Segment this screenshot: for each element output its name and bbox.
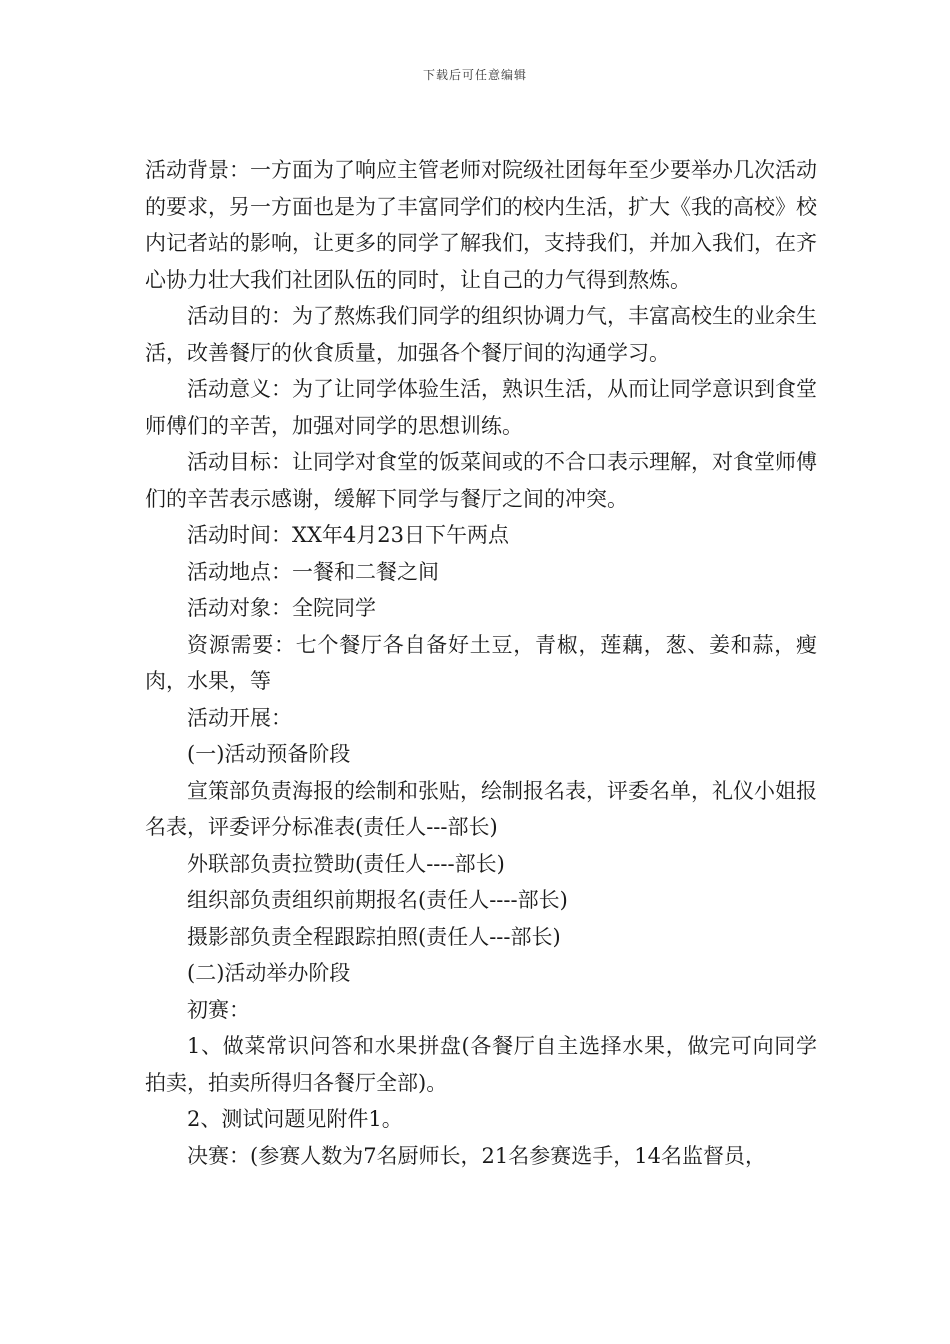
paragraph-preliminary-item-1: 1、做菜常识问答和水果拼盘(各餐厅自主选择水果，做完可向同学拍卖，拍卖所得归各餐厅全部)。 [145,1034,817,1095]
section-heading-preparation: (一)活动预备阶段 [187,742,351,766]
paragraph-registration: 组织部负责组织前期报名(责任人----部长) [187,888,568,912]
paragraph-time: 活动时间：XX年4月23日下午两点 [187,523,509,547]
paragraph-audience: 活动对象：全院同学 [187,596,376,620]
document-body [145,152,817,1174]
paragraph-sponsorship: 外联部负责拉赞助(责任人----部长) [187,851,505,876]
paragraph-significance: 活动意义：为了让同学体验生活，熟识生活，从而让同学意识到食堂师傅们的辛苦，加强对同学的思想训练。 [145,377,817,438]
paragraph-background: 活动背景：一方面为了响应主管老师对院级社团每年至少要举办几次活动的要求，另一方面也是为了丰富同学们的校内生活，扩大《我的高校》校内记者站的影响，让更多的同学了解我们，支持我们，并加入我们，在齐心协力壮大我们社团队伍的同时，让自己的力气得到熬炼。 [145,158,817,292]
page-header: 下载后可任意编辑 [422,68,527,82]
paragraph-preliminary: 初赛： [187,997,250,1022]
paragraph-activity-start: 活动开展： [187,705,292,730]
paragraph-goal: 活动目标：让同学对食堂的饭菜间或的不合口表示理解，对食堂师傅们的辛苦表示感谢，缓解下同学与餐厅之间的冲突。 [145,450,817,511]
paragraph-resources: 资源需要：七个餐厅各自备好土豆，青椒，莲藕，葱、姜和蒜，瘦肉，水果，等 [145,632,817,693]
paragraph-location: 活动地点：一餐和二餐之间 [187,559,439,584]
paragraph-photography: 摄影部负责全程跟踪拍照(责任人---部长) [187,924,561,949]
section-heading-execution: (二)活动举办阶段 [187,961,351,985]
paragraph-preliminary-item-2: 2、测试问题见附件1。 [187,1107,403,1131]
paragraph-final: 决赛：(参赛人数为7名厨师长，21名参赛选手，14名监督员， [187,1143,766,1168]
paragraph-publicity: 宣策部负责海报的绘制和张贴，绘制报名表，评委名单，礼仪小姐报名表，评委评分标准表(责任人---部长) [145,778,817,839]
paragraph-purpose: 活动目的：为了熬炼我们同学的组织协调力气，丰富高校生的业余生活，改善餐厅的伙食质量，加强各个餐厅间的沟通学习。 [145,304,817,365]
